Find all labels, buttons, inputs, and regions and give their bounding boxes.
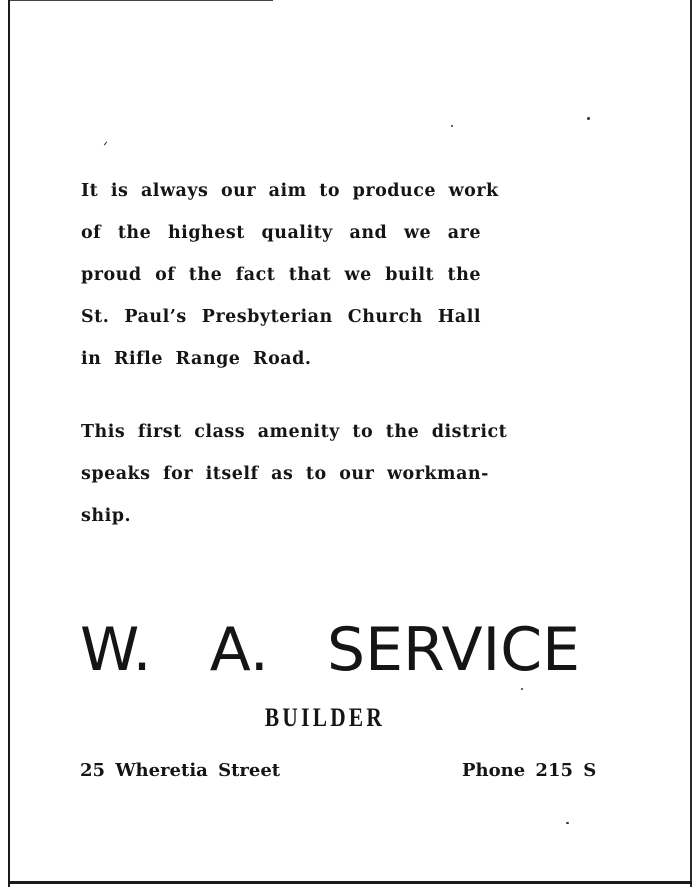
scan-speck bbox=[521, 688, 523, 690]
paragraph-line: ship. bbox=[81, 506, 132, 526]
paragraph-1 bbox=[81, 170, 499, 380]
paragraph-line: in Rifle Range Road. bbox=[81, 349, 312, 369]
street-address: 25 Wheretia Street bbox=[80, 760, 281, 781]
page-border-left bbox=[8, 0, 10, 887]
page-border-bottom bbox=[8, 881, 692, 884]
paragraph-line: proud of the fact that we built the bbox=[81, 265, 481, 285]
paragraph-gap bbox=[81, 380, 481, 411]
scan-speck bbox=[104, 141, 108, 145]
paragraph-line: of the highest quality and we are bbox=[81, 223, 481, 243]
paragraph-line: This first class amenity to the district bbox=[81, 422, 508, 442]
paragraph-line: It is always our aim to produce work bbox=[81, 181, 499, 201]
paragraph-line: St. Paul’s Presbyterian Church Hall bbox=[81, 307, 481, 327]
paragraph-2 bbox=[81, 411, 508, 537]
page-border-right bbox=[690, 0, 692, 887]
scan-speck bbox=[587, 117, 590, 120]
company-name: W. A. SERVICE bbox=[80, 615, 580, 685]
advert-body bbox=[81, 170, 508, 537]
scan-speck bbox=[451, 125, 453, 127]
paragraph-line: speaks for itself as to our workman- bbox=[81, 464, 489, 484]
trade-title: BUILDER bbox=[264, 703, 386, 732]
page-border-top bbox=[8, 0, 273, 1]
phone-number: Phone 215 S bbox=[462, 760, 597, 781]
scan-speck bbox=[566, 822, 569, 824]
